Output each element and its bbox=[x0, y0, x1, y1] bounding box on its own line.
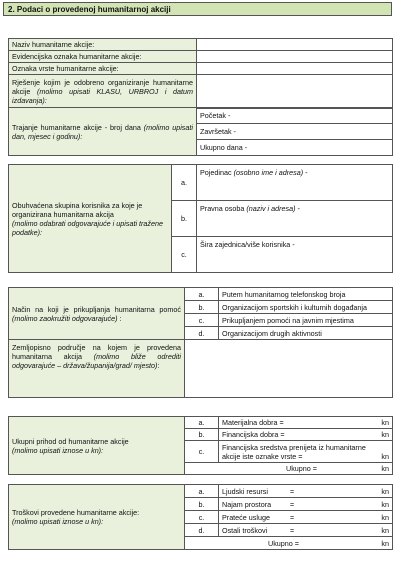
troskovi-letter-b: b. bbox=[185, 498, 219, 511]
troskovi-letter-c: c. bbox=[185, 511, 219, 524]
troskovi-label: Troškovi provedene humanitarne akcije: (molimo upisati iznose u kn): bbox=[9, 485, 185, 550]
troskovi-najam-prostora[interactable]: Najam prostora = kn bbox=[219, 498, 393, 511]
troskovi-letter-a: a. bbox=[185, 485, 219, 498]
trajanje-label: Trajanje humanitarne akcije - broj dana (molimo upisati dan, mjesec i godinu): bbox=[9, 108, 197, 156]
nacin-label: Način na koji je prikupljanja humanitarna pomoć (molimo zaokružiti odgovarajuće) : bbox=[9, 288, 185, 340]
nacin-table bbox=[8, 287, 393, 398]
korisnici-sira-zajednica[interactable]: Šira zajednica/više korisnika - bbox=[197, 237, 393, 273]
nacin-letter-d: d. bbox=[185, 327, 219, 340]
rjesenje-label: Rješenje kojim je odobreno organiziranje humanitarne akcije (molimo upisati KLASU, URBROJ i datum izdavanja): bbox=[9, 75, 197, 109]
nacin-letter-c: c. bbox=[185, 314, 219, 327]
zavrsetak-field[interactable]: Završetak - bbox=[197, 124, 393, 140]
nacin-letter-b: b. bbox=[185, 301, 219, 314]
korisnici-table bbox=[8, 164, 393, 273]
ukupno-dana-field[interactable]: Ukupno dana - bbox=[197, 140, 393, 156]
oznaka-vrste-label: Oznaka vrste humanitarne akcije: bbox=[9, 63, 197, 75]
prihod-letter-b: b. bbox=[185, 429, 219, 441]
general-data-table bbox=[8, 38, 393, 109]
prihod-ukupno[interactable]: Ukupno = kn bbox=[185, 463, 393, 475]
prihod-letter-c: c. bbox=[185, 441, 219, 463]
section-header bbox=[3, 2, 392, 16]
korisnici-pravna-osoba[interactable]: Pravna osoba (naziv i adresa) - bbox=[197, 201, 393, 237]
nacin-letter-a: a. bbox=[185, 288, 219, 301]
prihod-prenijeta[interactable]: Financijska sredstva prenijeta iz humanitarne akcije iste oznake vrste = kn bbox=[219, 441, 393, 463]
troskovi-ljudski-resursi[interactable]: Ljudski resursi = kn bbox=[219, 485, 393, 498]
korisnici-letter-b: b. bbox=[172, 201, 197, 237]
evidencijska-label: Evidencijska oznaka humanitarne akcije: bbox=[9, 51, 197, 63]
prihod-financijska[interactable]: Financijska dobra = kn bbox=[219, 429, 393, 441]
prihod-materijalna[interactable]: Materijalna dobra = kn bbox=[219, 417, 393, 429]
nacin-option-dogadanja[interactable]: Organizacijom sportskih i kulturnih događanja bbox=[219, 301, 393, 314]
pocetak-field[interactable]: Početak - bbox=[197, 108, 393, 124]
zemljopisno-field[interactable] bbox=[185, 340, 393, 398]
evidencijska-field[interactable] bbox=[197, 51, 393, 63]
section-title: 2. Podaci o provedenoj humanitarnoj akciji bbox=[8, 5, 171, 14]
nacin-option-javna-mjesta[interactable]: Prikupljanjem pomoći na javnim mjestima bbox=[219, 314, 393, 327]
prihod-table bbox=[8, 416, 393, 475]
troskovi-ukupno[interactable]: Ukupno = kn bbox=[185, 537, 393, 550]
prihod-label: Ukupni prihod od humanitarne akcije (molimo upisati iznose u kn): bbox=[9, 417, 185, 475]
prihod-letter-a: a. bbox=[185, 417, 219, 429]
rjesenje-field[interactable] bbox=[197, 75, 393, 109]
zemljopisno-label: Zemljopisno područje na kojem je provedena humanitarna akcija (molimo bliže odrediti odgovarajuće – država/županija/grad/ mjesto): bbox=[9, 340, 185, 398]
naziv-label: Naziv humanitarne akcije: bbox=[9, 39, 197, 51]
trajanje-table bbox=[8, 107, 393, 156]
naziv-field[interactable] bbox=[197, 39, 393, 51]
korisnici-letter-a: a. bbox=[172, 165, 197, 201]
troskovi-pratece-usluge[interactable]: Prateće usluge = kn bbox=[219, 511, 393, 524]
troskovi-ostali[interactable]: Ostali troškovi = kn bbox=[219, 524, 393, 537]
nacin-option-telefon[interactable]: Putem humanitarnog telefonskog broja bbox=[219, 288, 393, 301]
troskovi-letter-d: d. bbox=[185, 524, 219, 537]
korisnici-label: Obuhvaćena skupina korisnika za koje je organizirana humanitarna akcija (molimo odabrati odgovarajuće i upisati tražene podatke): bbox=[9, 165, 172, 273]
troskovi-table bbox=[8, 484, 393, 550]
korisnici-letter-c: c. bbox=[172, 237, 197, 273]
oznaka-vrste-field[interactable] bbox=[197, 63, 393, 75]
korisnici-pojedinac[interactable]: Pojedinac (osobno ime i adresa) - bbox=[197, 165, 393, 201]
nacin-option-druge-aktivnosti[interactable]: Organizacijom drugih aktivnosti bbox=[219, 327, 393, 340]
